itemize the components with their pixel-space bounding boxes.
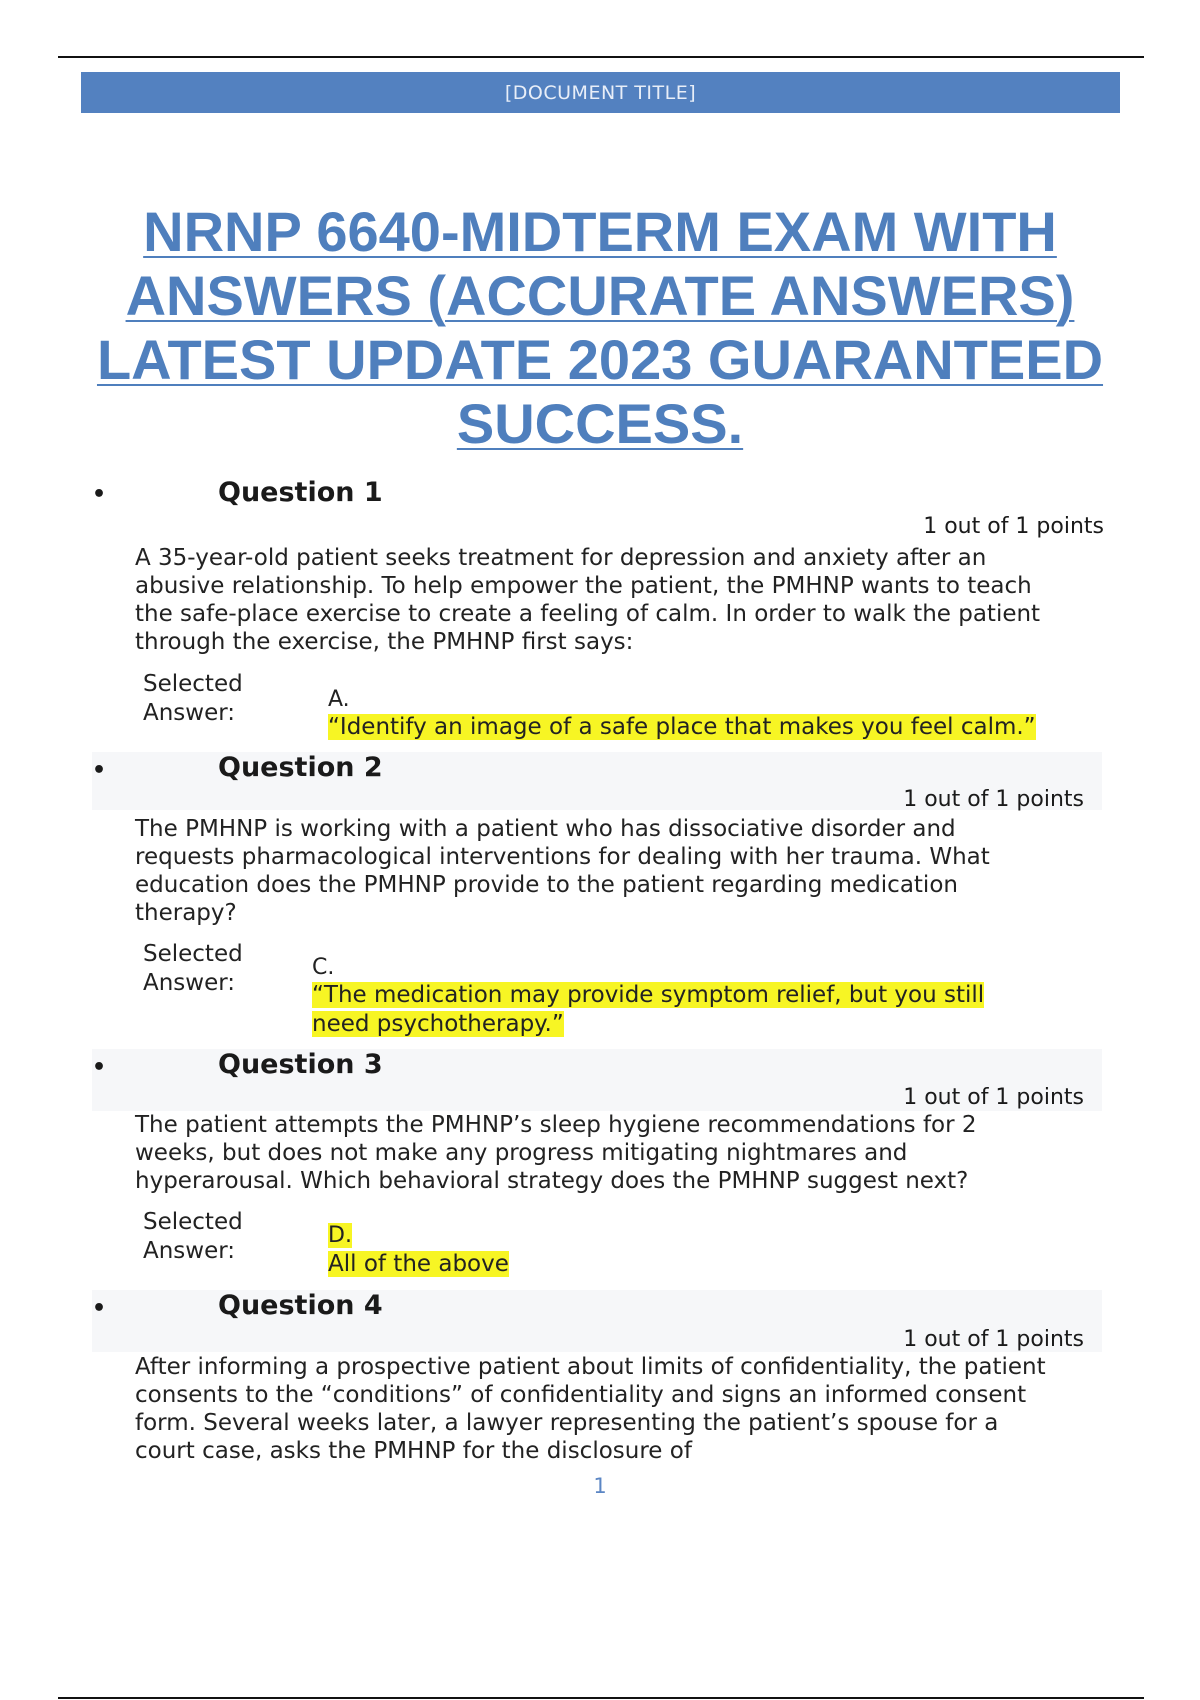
bullet-icon: • <box>92 482 107 507</box>
bullet-icon: • <box>92 1296 107 1321</box>
question-heading: Question 3 <box>218 1049 383 1080</box>
question-text: The patient attempts the PMHNP’s sleep hygiene recommendations for 2 weeks, but does not make any progress mitigating nightmares and hyperarousal. Which behavioral strategy does the PMHNP suggest next? <box>135 1112 977 1194</box>
selected-answer-label: Selected Answer: <box>143 671 243 726</box>
answer-highlight: “Identify an image of a safe place that makes you feel calm.” <box>328 714 1036 740</box>
selected-answer <box>312 981 992 1039</box>
document-title <box>70 200 1130 456</box>
answer-highlight: All of the above <box>328 1251 509 1277</box>
question-heading: Question 4 <box>218 1290 383 1321</box>
answer-letter: C. <box>312 955 335 980</box>
selected-answer <box>328 1250 928 1279</box>
title-line: NRNP 6640-MIDTERM EXAM WITH <box>143 200 1057 263</box>
question-heading: Question 1 <box>218 477 383 508</box>
top-rule <box>58 56 1144 58</box>
title-line: ANSWERS (ACCURATE ANSWERS) <box>125 264 1075 327</box>
selected-answer-label: Selected Answer: <box>143 1209 243 1264</box>
answer-letter <box>328 1222 352 1250</box>
title-line: LATEST UPDATE 2023 GUARANTEED <box>96 328 1104 391</box>
bottom-rule <box>58 1697 1144 1699</box>
question-text: After informing a prospective patient about limits of confidentiality, the patient consents to the “conditions” of confidentiality and signs an informed consent form. Several weeks later, a lawyer representing the patient’s spouse for a court case, asks the PMHNP for the disclosure of <box>135 1354 1046 1464</box>
document-title-header: [DOCUMENT TITLE] <box>81 72 1120 113</box>
answer-letter-highlight: D. <box>328 1223 352 1248</box>
selected-answer <box>328 713 1128 742</box>
bullet-icon: • <box>92 758 107 783</box>
question-heading: Question 2 <box>218 752 383 783</box>
question-text: A 35-year-old patient seeks treatment for depression and anxiety after an abusive relationship. To help empower the patient, the PMHNP wants to teach the safe-place exercise to create a feeling of calm. In order to walk the patient through the exercise, the PMHNP first says: <box>135 545 1041 655</box>
bullet-icon: • <box>92 1055 107 1080</box>
selected-answer-label: Selected Answer: <box>143 941 243 996</box>
title-line: SUCCESS. <box>456 392 744 455</box>
page-number: 1 <box>593 1474 607 1498</box>
question-points: 1 out of 1 points <box>923 514 1104 539</box>
question-text: The PMHNP is working with a patient who has dissociative disorder and requests pharmacological interventions for dealing with her trauma. What education does the PMHNP provide to the patient regarding medication therapy? <box>135 816 990 926</box>
answer-letter: A. <box>328 687 350 712</box>
question-points: 1 out of 1 points <box>903 1327 1084 1352</box>
question-points: 1 out of 1 points <box>903 1085 1084 1110</box>
answer-highlight: “The medication may provide symptom relief, but you still need psychotherapy.” <box>312 982 985 1037</box>
question-points: 1 out of 1 points <box>903 787 1084 812</box>
